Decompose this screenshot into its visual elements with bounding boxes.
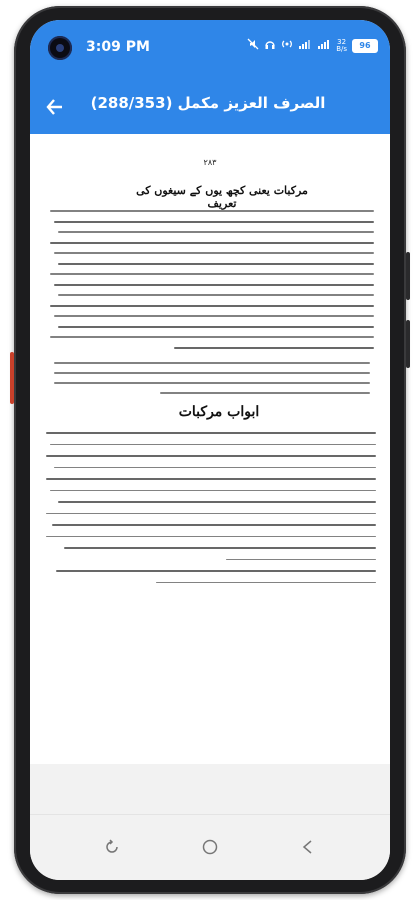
scan-text-line xyxy=(50,273,374,275)
page-number: ۲۸۳ xyxy=(203,158,217,167)
screen xyxy=(30,20,390,880)
book-page[interactable] xyxy=(30,134,390,764)
scan-text-line xyxy=(54,372,370,374)
scan-text-line xyxy=(50,305,374,307)
scan-text-line xyxy=(52,524,376,526)
page-bottom-area xyxy=(30,764,390,814)
scan-text-line xyxy=(54,362,370,364)
scan-text-line xyxy=(54,467,376,469)
status-bar xyxy=(30,20,390,78)
scan-text-line xyxy=(64,547,376,549)
volume-button xyxy=(406,252,410,300)
status-icons xyxy=(247,38,378,54)
recents-button[interactable] xyxy=(100,835,124,859)
arrow-left-icon xyxy=(45,97,65,117)
scan-text-line xyxy=(54,315,374,317)
scan-text-line xyxy=(156,582,376,584)
battery-icon: 96 xyxy=(352,39,378,53)
scan-text-line xyxy=(50,336,374,338)
network-speed-unit: B/s xyxy=(336,45,347,53)
scan-text-line xyxy=(226,559,376,561)
scan-text-line xyxy=(46,455,376,457)
scan-text-line xyxy=(58,501,376,503)
side-key xyxy=(10,352,14,404)
home-button[interactable] xyxy=(198,835,222,859)
wifi-signal-icon xyxy=(298,38,312,54)
scan-text-line xyxy=(50,210,374,212)
scan-text-line xyxy=(50,444,376,446)
navigation-bar xyxy=(30,814,390,880)
scan-text-line xyxy=(50,490,376,492)
scan-text-line xyxy=(54,382,370,384)
recents-icon xyxy=(104,839,120,855)
scan-text-line xyxy=(56,570,376,572)
section-heading: ابواب مرکبات xyxy=(178,404,260,420)
network-speed xyxy=(336,39,347,53)
nav-back-button[interactable] xyxy=(296,835,320,859)
scan-text-line xyxy=(46,513,376,515)
scan-text-line xyxy=(58,231,374,233)
scan-text-line xyxy=(46,536,376,538)
status-time: 3:09 PM xyxy=(86,39,150,55)
back-button[interactable] xyxy=(40,92,70,122)
scan-text-line xyxy=(54,221,374,223)
scan-text-line xyxy=(46,432,376,434)
scan-text-line xyxy=(54,284,374,286)
camera-icon xyxy=(48,36,72,60)
scan-text-line xyxy=(50,242,374,244)
home-icon xyxy=(201,838,219,856)
app-bar xyxy=(30,78,390,134)
nav-back-icon xyxy=(300,839,316,855)
cell-signal-icon xyxy=(317,38,331,54)
hotspot-icon xyxy=(281,38,293,54)
scan-text-line xyxy=(58,326,374,328)
scan-text-line xyxy=(174,347,374,349)
scan-text-line xyxy=(58,263,374,265)
network-speed-value: 32 xyxy=(337,38,347,46)
scan-text-line xyxy=(58,294,374,296)
scan-text-line xyxy=(160,392,370,394)
app-title: الصرف العزیز مکمل (288/353) xyxy=(90,94,326,112)
page-heading: مرکبات یعنی کچھ یوں کے سیغوں کی تعریف xyxy=(136,184,308,210)
mute-icon xyxy=(247,38,259,54)
scan-text-line xyxy=(46,478,376,480)
scan-text-line xyxy=(54,252,374,254)
power-button xyxy=(406,320,410,368)
headphones-icon xyxy=(264,38,276,54)
